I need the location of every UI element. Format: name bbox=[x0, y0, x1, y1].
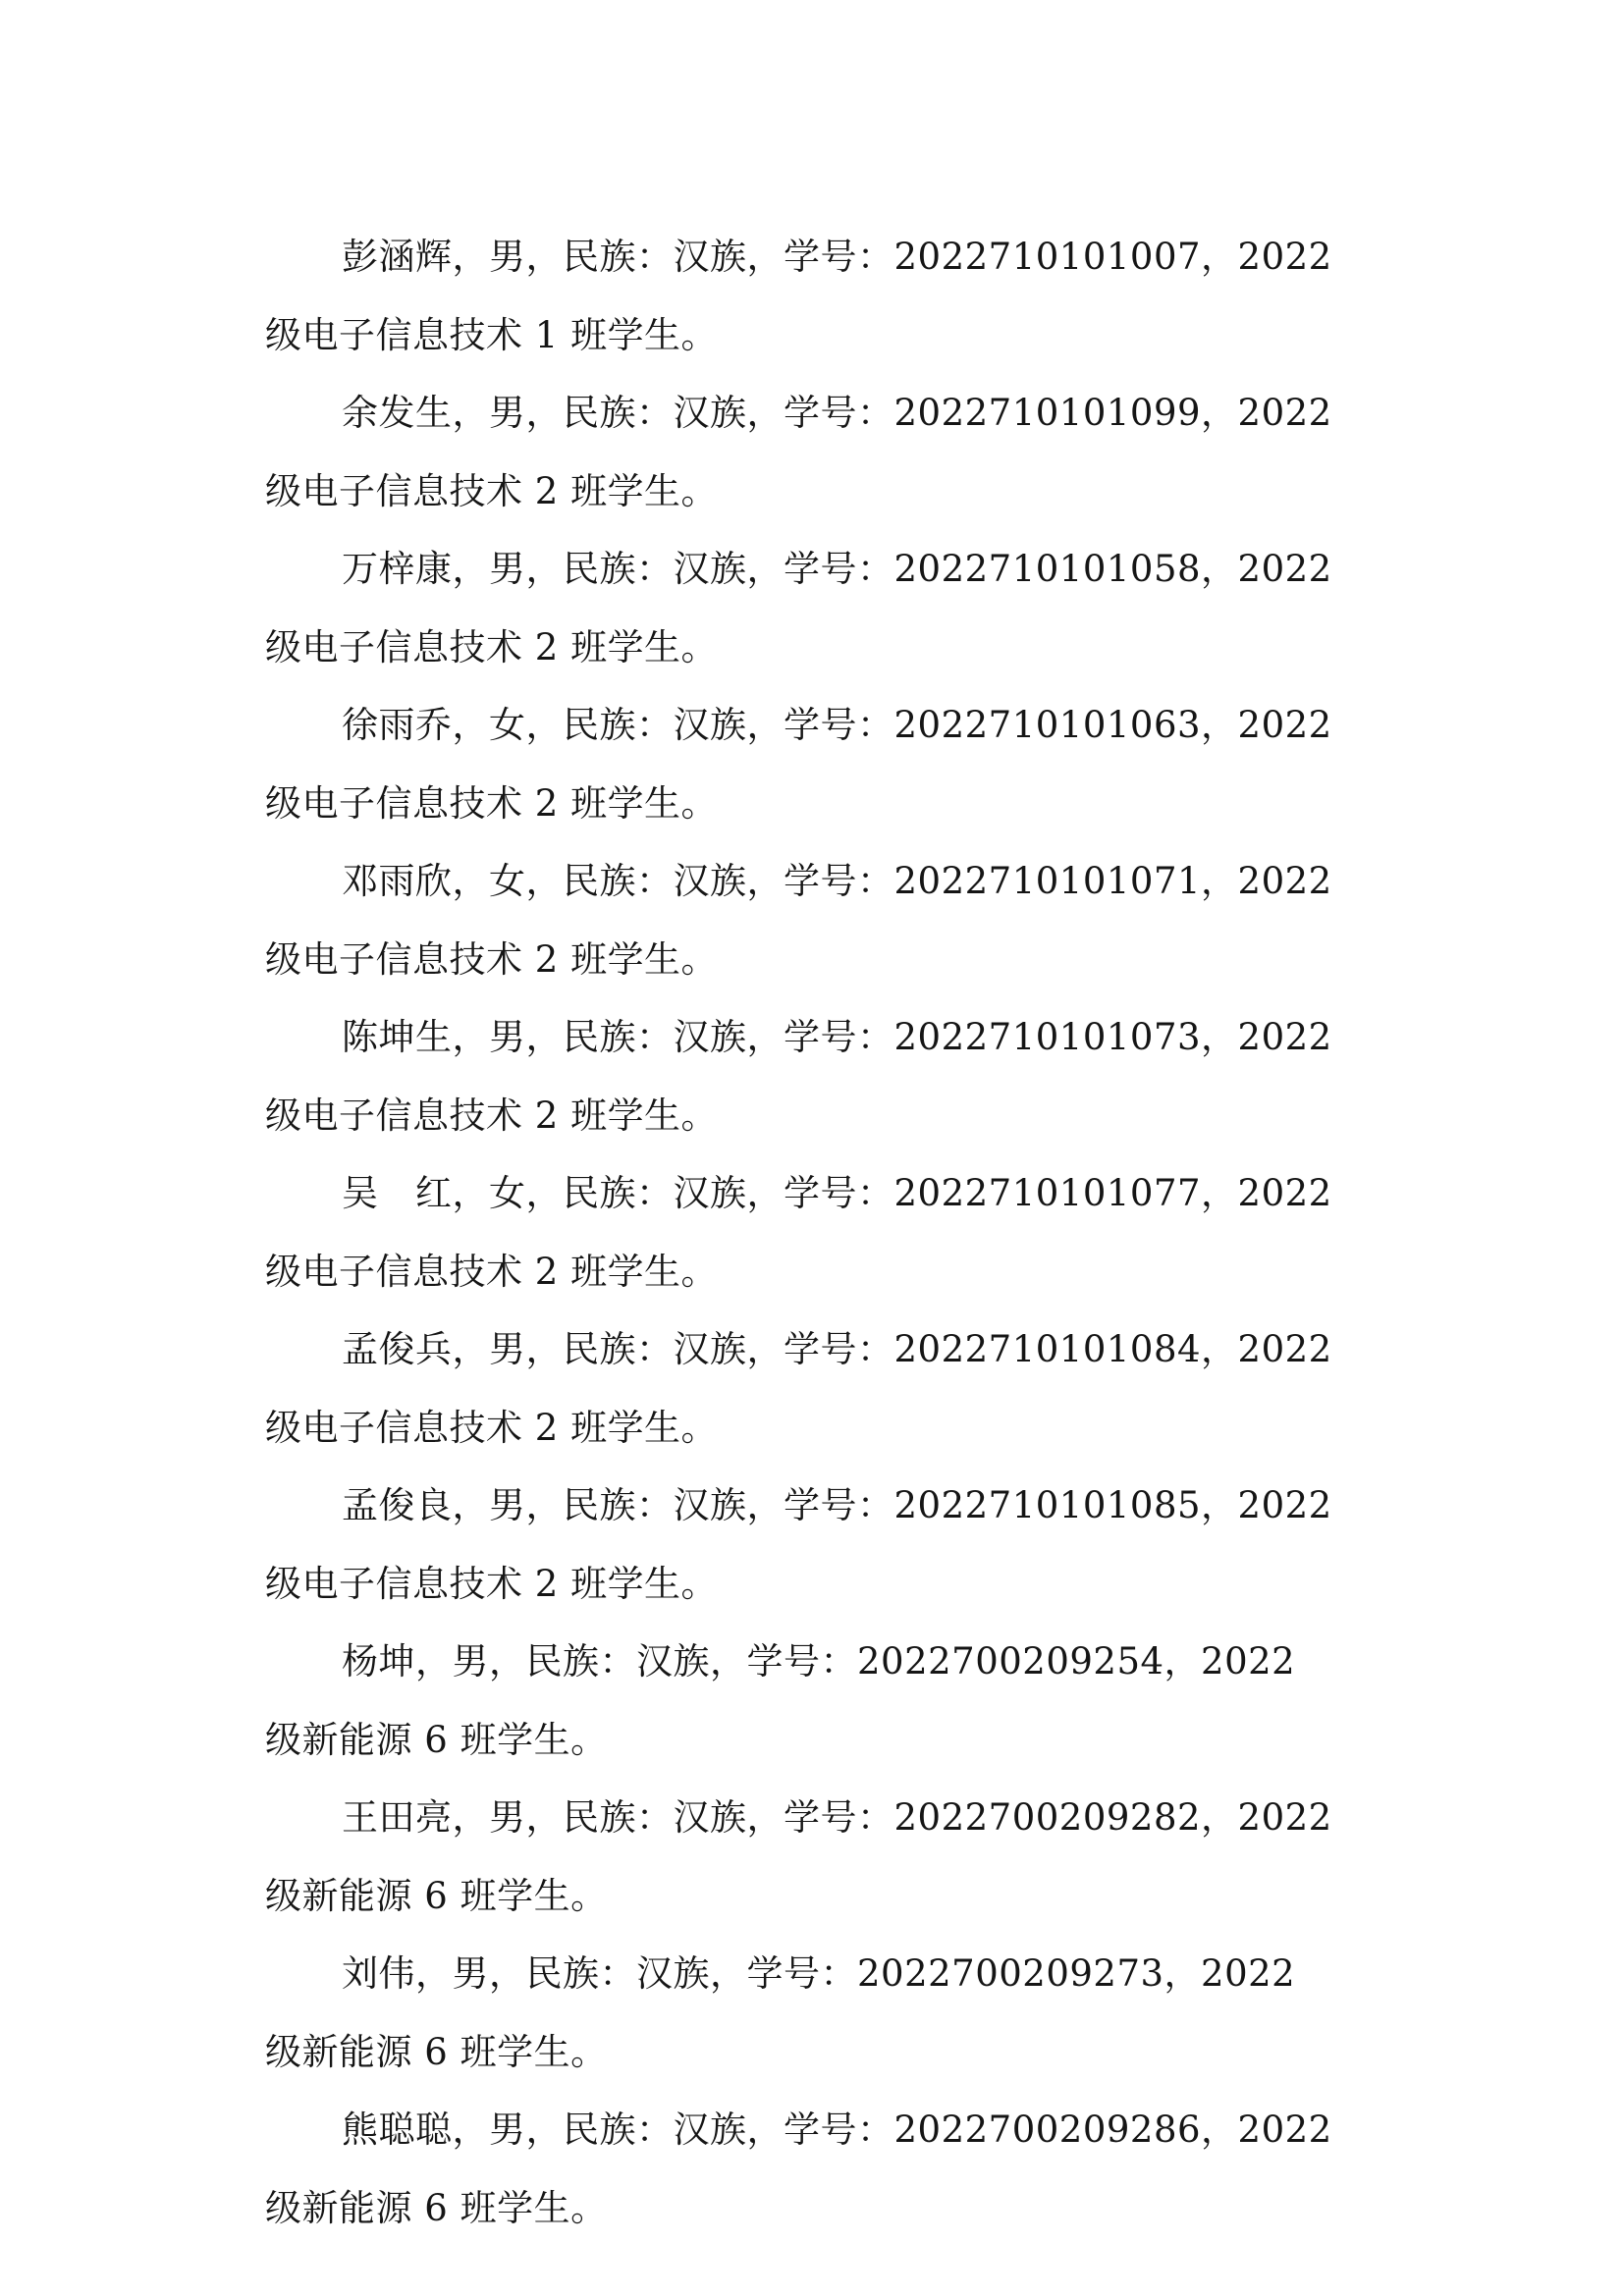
student-class-line: 级新能源 6 班学生。 bbox=[265, 1874, 608, 1917]
student-info-line: 吴 红，女，民族：汉族，学号：2022710101077，2022 bbox=[342, 1172, 1332, 1214]
student-entry bbox=[265, 1779, 1332, 1935]
student-info-line: 邓雨欣，女，民族：汉族，学号：2022710101071，2022 bbox=[342, 860, 1332, 902]
student-info-line: 熊聪聪，男，民族：汉族，学号：2022700209286，2022 bbox=[342, 2109, 1332, 2151]
student-class-line: 级电子信息技术 2 班学生。 bbox=[265, 625, 719, 668]
student-list bbox=[265, 218, 1332, 2247]
student-class-line: 级电子信息技术 2 班学生。 bbox=[265, 469, 719, 512]
student-info-line: 孟俊良，男，民族：汉族，学号：2022710101085，2022 bbox=[342, 1484, 1332, 1526]
student-info-line: 彭涵辉，男，民族：汉族，学号：2022710101007，2022 bbox=[342, 236, 1332, 278]
student-info-line: 刘伟，男，民族：汉族，学号：2022700209273，2022 bbox=[342, 1952, 1296, 1995]
student-info-line: 王田亮，男，民族：汉族，学号：2022700209282，2022 bbox=[342, 1796, 1332, 1839]
student-class-line: 级电子信息技术 2 班学生。 bbox=[265, 781, 719, 825]
student-class-line: 级新能源 6 班学生。 bbox=[265, 2186, 608, 2229]
student-info-line: 孟俊兵，男，民族：汉族，学号：2022710101084，2022 bbox=[342, 1328, 1332, 1370]
student-info-line: 万梓康，男，民族：汉族，学号：2022710101058，2022 bbox=[342, 548, 1332, 590]
student-info-line: 徐雨乔，女，民族：汉族，学号：2022710101063，2022 bbox=[342, 704, 1332, 746]
student-info-line: 陈坤生，男，民族：汉族，学号：2022710101073，2022 bbox=[342, 1016, 1332, 1058]
student-class-line: 级新能源 6 班学生。 bbox=[265, 1718, 608, 1761]
student-class-line: 级电子信息技术 2 班学生。 bbox=[265, 1562, 719, 1605]
student-entry bbox=[265, 374, 1332, 530]
student-entry bbox=[265, 2091, 1332, 2247]
student-entry bbox=[265, 1623, 1306, 1779]
student-entry bbox=[265, 842, 1332, 998]
student-class-line: 级电子信息技术 2 班学生。 bbox=[265, 937, 719, 981]
student-info-line: 杨坤，男，民族：汉族，学号：2022700209254，2022 bbox=[342, 1640, 1296, 1682]
student-class-line: 级电子信息技术 1 班学生。 bbox=[265, 313, 719, 356]
student-class-line: 级电子信息技术 2 班学生。 bbox=[265, 1250, 719, 1293]
student-entry bbox=[265, 1935, 1306, 2091]
student-info-line: 余发生，男，民族：汉族，学号：2022710101099，2022 bbox=[342, 392, 1332, 434]
student-entry bbox=[265, 218, 1332, 374]
student-entry bbox=[265, 1310, 1332, 1467]
student-entry bbox=[265, 1154, 1332, 1310]
student-class-line: 级新能源 6 班学生。 bbox=[265, 2030, 608, 2073]
student-entry bbox=[265, 998, 1332, 1154]
student-class-line: 级电子信息技术 2 班学生。 bbox=[265, 1406, 719, 1449]
student-class-line: 级电子信息技术 2 班学生。 bbox=[265, 1094, 719, 1137]
student-entry bbox=[265, 1467, 1332, 1623]
student-entry bbox=[265, 530, 1332, 686]
student-entry bbox=[265, 686, 1332, 842]
